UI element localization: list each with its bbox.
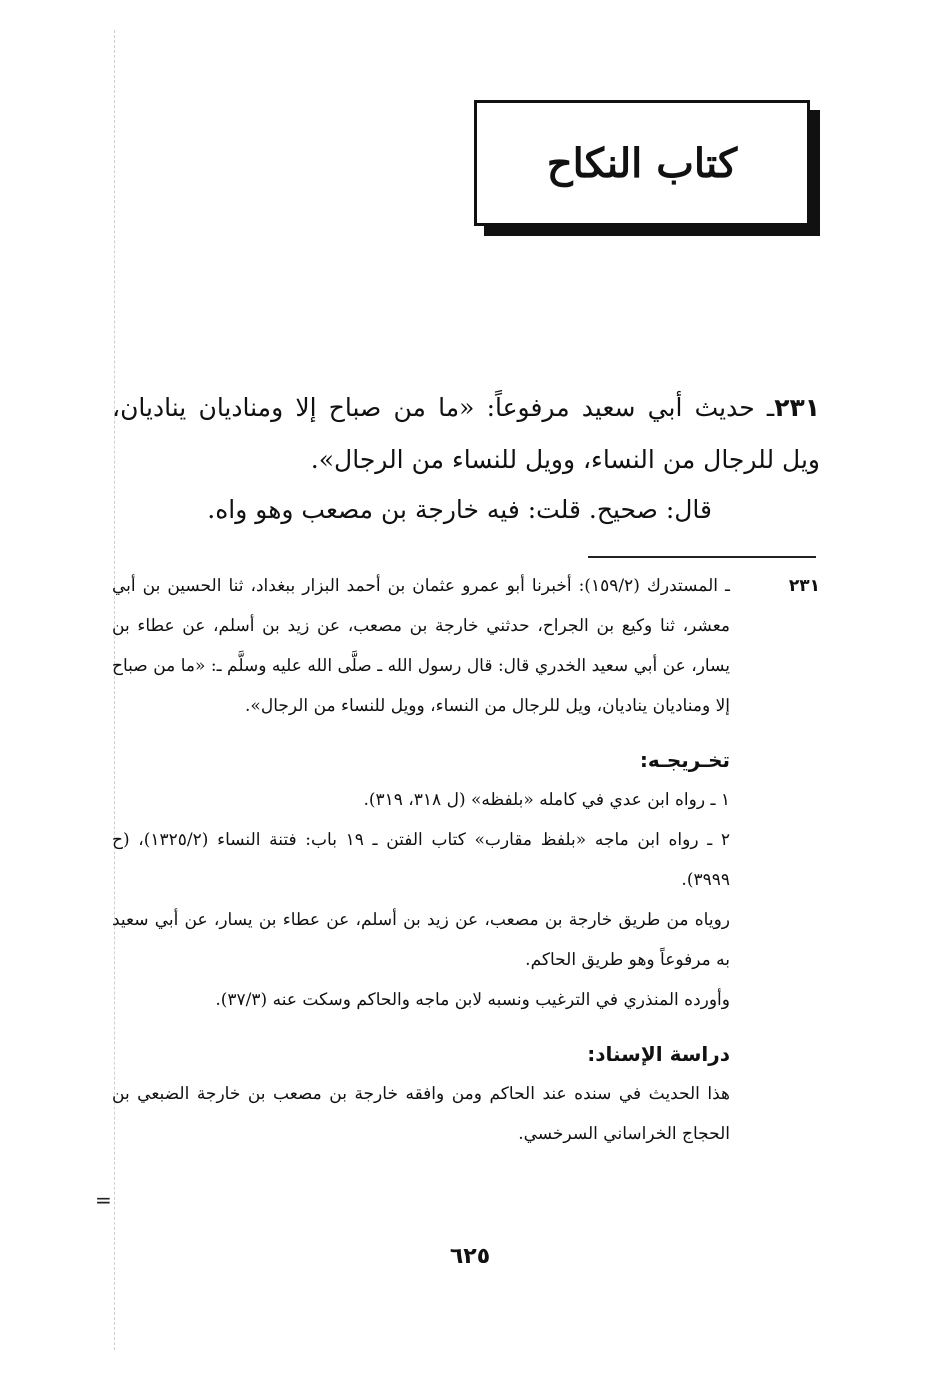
hadith-number: ٢٣١ — [774, 393, 820, 422]
isnad-heading: دراسة الإسناد: — [587, 1042, 730, 1066]
main-hadith — [112, 382, 820, 486]
page-number: ٦٢٥ — [449, 1244, 491, 1269]
footnotes — [112, 566, 820, 1154]
takhrij-item: ٢ ـ رواه ابن ماجه «بلفظ مقارب» كتاب الفتن ـ ١٩ باب: فتنة النساء (١٣٢٥/٢)، (ح ٣٩٩٩). — [112, 830, 731, 890]
takhrij-item: وأورده المنذري في الترغيب ونسبه لابن ماجه والحاكم وسكت عنه (٣٧/٣). — [215, 990, 730, 1010]
edge-mark: = — [95, 1188, 112, 1212]
footnote-number: ٢٣١ — [788, 576, 820, 596]
isnad-text: هذا الحديث في سنده عند الحاكم ومن وافقه خارجة بن مصعب بن خارجة الضبعي بن الحجاج الخراساني السرخسي. — [112, 1084, 730, 1144]
takhrij-heading: تخـريجـه: — [639, 748, 730, 772]
chapter-title: كتاب النكاح — [546, 139, 738, 187]
takhrij-item: ١ ـ رواه ابن عدي في كامله «بلفظه» (ل ٣١٨، ٣١٩). — [363, 790, 730, 810]
footnote-text: ـ المستدرك (١٥٩/٢): أخبرنا أبو عمرو عثمان بن أحمد البزار ببغداد، ثنا الحسين بن أبي معشر، ثنا وكيع بن الجراح، حدثني خارجة بن مصعب، عن زيد بن أسلم، عن عطاء بن يسار، عن أبي سعيد الخدري قال: قال رسول الله ـ صلَّى الله عليه وسلَّم ـ: «ما من صباح إلا ومناديان يناديان، ويل للرجال من النساء، وويل للنساء من الرجال». — [112, 576, 731, 716]
takhrij-item: روياه من طريق خارجة بن مصعب، عن زيد بن أسلم، عن عطاء بن يسار، عن أبي سعيد به مرفوعاً وهو طريق الحاكم. — [112, 910, 730, 970]
footnote-separator — [588, 556, 816, 558]
hadith-text: ـ حديث أبي سعيد مرفوعاً: «ما من صباح إلا ومناديان يناديان، ويل للرجال من النساء، وويل للنساء من الرجال». — [112, 393, 820, 474]
footnote-entry — [112, 566, 820, 726]
chapter-title-box — [474, 100, 810, 226]
hadith-ruling: قال: صحيح. قلت: فيه خارجة بن مصعب وهو واه. — [207, 495, 712, 524]
